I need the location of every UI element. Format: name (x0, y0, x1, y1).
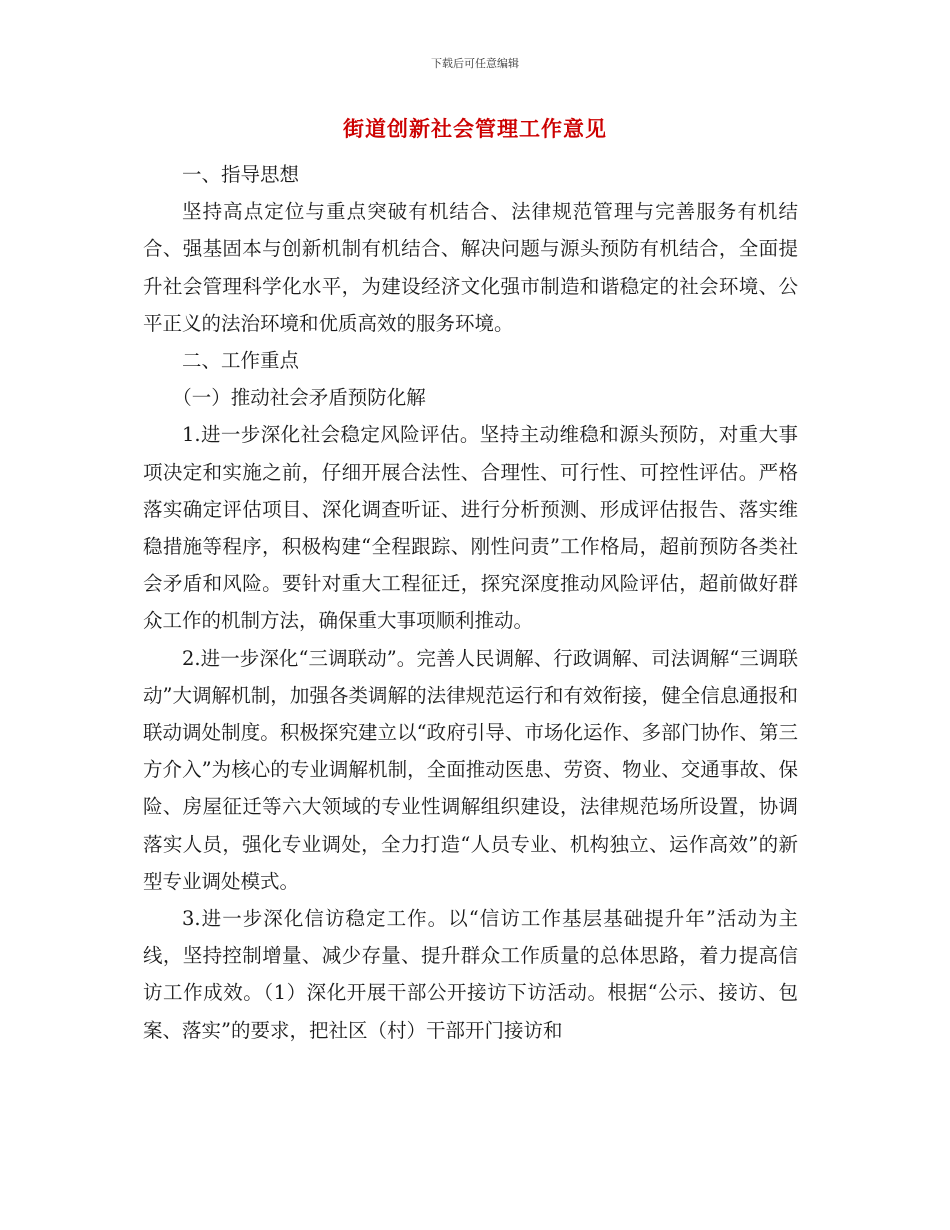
header-note: 下载后可任意编辑 (431, 57, 519, 70)
paragraph-item-2: 2.进一步深化“三调联动”。完善人民调解、行政调解、司法调解“三调联动”大调解机制，加强各类调解的法律规范运行和有效衔接，健全信息通报和联动调处制度。积极探究建立以“政府引导、市场化运作、多部门协作、第三方介入”为核心的专业调解机制，全面推动医患、劳资、物业、交通事故、保险、房屋征迁等六大领域的专业性调解组织建设，法律规范场所设置，协调落实人员，强化专业调处，全力打造“人员专业、机构独立、运作高效”的新型专业调处模式。 (143, 646, 798, 893)
paragraph-item-1: 1.进一步深化社会稳定风险评估。坚持主动维稳和源头预防，对重大事项决定和实施之前，仔细开展合法性、合理性、可行性、可控性评估。严格落实确定评估项目、深化调查听证、进行分析预测、形成评估报告、落实维稳措施等程序，积极构建“全程跟踪、刚性问责”工作格局，超前预防各类社会矛盾和风险。要针对重大工程征迁，探究深度推动风险评估，超前做好群众工作的机制方法，确保重大事项顺利推动。 (143, 423, 798, 633)
paragraph-guiding-ideology: 坚持高点定位与重点突破有机结合、法律规范管理与完善服务有机结合、强基固本与创新机制有机结合、解决问题与源头预防有机结合，全面提升社会管理科学化水平，为建设经济文化强市制造和谐稳定的社会环境、公平正义的法治环境和优质高效的服务环境。 (143, 200, 798, 335)
document-body (143, 156, 798, 1049)
section-heading-guiding-ideology: 一、指导思想 (182, 163, 300, 186)
document-title: 街道创新社会管理工作意见 (343, 117, 607, 141)
section-heading-work-focus: 二、工作重点 (182, 349, 300, 373)
paragraph-item-3: 3.进一步深化信访稳定工作。以“信访工作基层基础提升年”活动为主线，坚持控制增量、减少存量、提升群众工作质量的总体思路，着力提高信访工作成效。（1）深化开展干部公开接访下访活动。根据“公示、接访、包案、落实”的要求，把社区（村）干部开门接访和 (143, 907, 798, 1042)
subsection-heading-conflict-resolution: （一）推动社会矛盾预防化解 (172, 386, 426, 410)
